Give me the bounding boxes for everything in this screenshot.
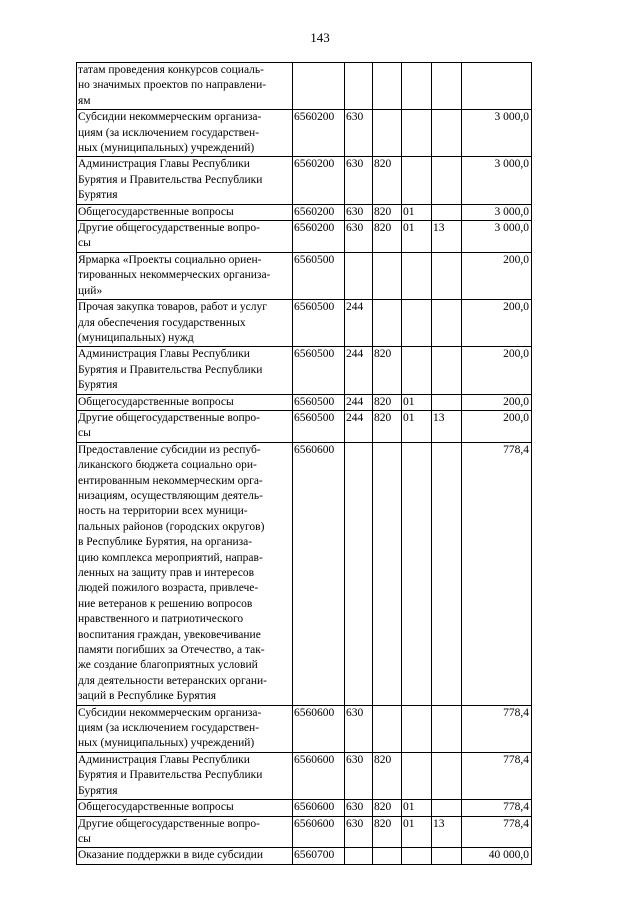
subsection-code-cell [432, 752, 462, 799]
department-code-cell [373, 705, 402, 752]
section-code-cell [402, 300, 432, 347]
expense-type-cell: 244 [345, 394, 373, 410]
amount-cell: 200,0 [462, 300, 532, 347]
row-name-cell: Ярмарка «Проекты социально ориен- тированных некоммерческих организа- ций» [77, 252, 293, 299]
row-name-cell: Другие общегосударственные вопро- сы [77, 816, 293, 848]
subsection-code-cell [432, 394, 462, 410]
csr-code-cell: 6560600 [293, 752, 345, 799]
csr-code-cell: 6560500 [293, 300, 345, 347]
csr-code-cell: 6560500 [293, 394, 345, 410]
subsection-code-cell: 13 [432, 410, 462, 442]
expense-type-cell: 630 [345, 800, 373, 816]
section-code-cell: 01 [402, 204, 432, 220]
table-row [77, 204, 532, 220]
department-code-cell [373, 110, 402, 157]
row-name-cell: Субсидии некоммерческим организа- циям (за исключением государствен- ных (муниципальных) учреждений) [77, 110, 293, 157]
section-code-cell: 01 [402, 800, 432, 816]
row-name-cell: Администрация Главы Республики Бурятия и Правительства Республики Бурятия [77, 752, 293, 799]
csr-code-cell [293, 63, 345, 110]
amount-cell: 3 000,0 [462, 204, 532, 220]
subsection-code-cell: 13 [432, 816, 462, 848]
department-code-cell: 820 [373, 410, 402, 442]
section-code-cell: 01 [402, 221, 432, 253]
expense-type-cell [345, 442, 373, 705]
section-code-cell [402, 442, 432, 705]
expense-type-cell: 630 [345, 816, 373, 848]
subsection-code-cell [432, 347, 462, 394]
expense-type-cell: 630 [345, 204, 373, 220]
row-name-cell: Субсидии некоммерческим организа- циям (за исключением государствен- ных (муниципальных) учреждений) [77, 705, 293, 752]
section-code-cell: 01 [402, 410, 432, 442]
table-row [77, 300, 532, 347]
table-row [77, 705, 532, 752]
subsection-code-cell: 13 [432, 221, 462, 253]
subsection-code-cell [432, 157, 462, 204]
subsection-code-cell [432, 110, 462, 157]
budget-table [76, 62, 532, 865]
department-code-cell: 820 [373, 347, 402, 394]
amount-cell: 778,4 [462, 705, 532, 752]
section-code-cell: 01 [402, 816, 432, 848]
expense-type-cell: 630 [345, 157, 373, 204]
row-name-cell: Общегосударственные вопросы [77, 800, 293, 816]
expense-type-cell [345, 252, 373, 299]
amount-cell: 778,4 [462, 800, 532, 816]
amount-cell: 778,4 [462, 442, 532, 705]
section-code-cell: 01 [402, 394, 432, 410]
table-row [77, 394, 532, 410]
table-row [77, 252, 532, 299]
section-code-cell [402, 705, 432, 752]
csr-code-cell: 6560600 [293, 705, 345, 752]
table-row [77, 157, 532, 204]
department-code-cell [373, 63, 402, 110]
department-code-cell: 820 [373, 221, 402, 253]
subsection-code-cell [432, 300, 462, 347]
csr-code-cell: 6560500 [293, 410, 345, 442]
department-code-cell: 820 [373, 204, 402, 220]
expense-type-cell: 630 [345, 221, 373, 253]
expense-type-cell: 630 [345, 752, 373, 799]
amount-cell: 778,4 [462, 752, 532, 799]
amount-cell: 3 000,0 [462, 110, 532, 157]
expense-type-cell: 244 [345, 410, 373, 442]
subsection-code-cell [432, 442, 462, 705]
table-row [77, 110, 532, 157]
section-code-cell [402, 252, 432, 299]
subsection-code-cell [432, 705, 462, 752]
subsection-code-cell [432, 252, 462, 299]
table-row [77, 442, 532, 705]
row-name-cell: Оказание поддержки в виде субсидии [77, 848, 293, 864]
row-name-cell: Администрация Главы Республики Бурятия и Правительства Республики Бурятия [77, 347, 293, 394]
table-row [77, 221, 532, 253]
csr-code-cell: 6560200 [293, 204, 345, 220]
department-code-cell [373, 848, 402, 864]
amount-cell: 200,0 [462, 252, 532, 299]
department-code-cell [373, 300, 402, 347]
row-name-cell: Прочая закупка товаров, работ и услуг для обеспечения государственных (муниципальных) нужд [77, 300, 293, 347]
csr-code-cell: 6560200 [293, 221, 345, 253]
expense-type-cell: 244 [345, 347, 373, 394]
amount-cell: 200,0 [462, 394, 532, 410]
row-name-cell: Другие общегосударственные вопро- сы [77, 221, 293, 253]
amount-cell: 200,0 [462, 347, 532, 394]
csr-code-cell: 6560200 [293, 157, 345, 204]
csr-code-cell: 6560600 [293, 800, 345, 816]
table-row [77, 816, 532, 848]
subsection-code-cell [432, 204, 462, 220]
department-code-cell: 820 [373, 157, 402, 204]
table-body [77, 63, 532, 865]
amount-cell: 40 000,0 [462, 848, 532, 864]
row-name-cell: Общегосударственные вопросы [77, 204, 293, 220]
table-row [77, 752, 532, 799]
csr-code-cell: 6560600 [293, 442, 345, 705]
csr-code-cell: 6560600 [293, 816, 345, 848]
expense-type-cell [345, 63, 373, 110]
amount-cell: 778,4 [462, 816, 532, 848]
row-name-cell: Администрация Главы Республики Бурятия и Правительства Республики Бурятия [77, 157, 293, 204]
section-code-cell [402, 157, 432, 204]
amount-cell [462, 63, 532, 110]
csr-code-cell: 6560700 [293, 848, 345, 864]
section-code-cell [402, 110, 432, 157]
amount-cell: 3 000,0 [462, 157, 532, 204]
section-code-cell [402, 347, 432, 394]
table-row [77, 848, 532, 864]
table-row [77, 800, 532, 816]
row-name-cell: Другие общегосударственные вопро- сы [77, 410, 293, 442]
expense-type-cell: 630 [345, 110, 373, 157]
amount-cell: 200,0 [462, 410, 532, 442]
subsection-code-cell [432, 848, 462, 864]
section-code-cell [402, 848, 432, 864]
subsection-code-cell [432, 800, 462, 816]
expense-type-cell [345, 848, 373, 864]
department-code-cell: 820 [373, 394, 402, 410]
page-number: 143 [310, 30, 330, 45]
csr-code-cell: 6560500 [293, 347, 345, 394]
department-code-cell: 820 [373, 800, 402, 816]
table-row [77, 410, 532, 442]
department-code-cell [373, 442, 402, 705]
department-code-cell [373, 252, 402, 299]
expense-type-cell: 630 [345, 705, 373, 752]
table-row [77, 347, 532, 394]
csr-code-cell: 6560500 [293, 252, 345, 299]
subsection-code-cell [432, 63, 462, 110]
amount-cell: 3 000,0 [462, 221, 532, 253]
row-name-cell: Общегосударственные вопросы [77, 394, 293, 410]
department-code-cell: 820 [373, 752, 402, 799]
table-row [77, 63, 532, 110]
row-name-cell: Предоставление субсидии из респуб- ликанского бюджета социально ори- ентированным некоммерческим орга- низациям, осуществляющим деятель- ность на территории всех муници- пальных районов (городских округов) в Республике Бурятия, на организа- цию комплекса мероприятий, направ- ленных на защиту прав и интересов людей пожилого возраста, привлече- ние ветеранов к решению вопросов нравственного и патриотического воспитания граждан, увековечивание памяти погибших за Отечество, а так- же создание благоприятных условий для деятельности ветеранских органи- заций в Республике Бурятия [77, 442, 293, 705]
expense-type-cell: 244 [345, 300, 373, 347]
row-name-cell: татам проведения конкурсов социаль- но значимых проектов по направлени- ям [77, 63, 293, 110]
csr-code-cell: 6560200 [293, 110, 345, 157]
section-code-cell [402, 63, 432, 110]
department-code-cell: 820 [373, 816, 402, 848]
section-code-cell [402, 752, 432, 799]
